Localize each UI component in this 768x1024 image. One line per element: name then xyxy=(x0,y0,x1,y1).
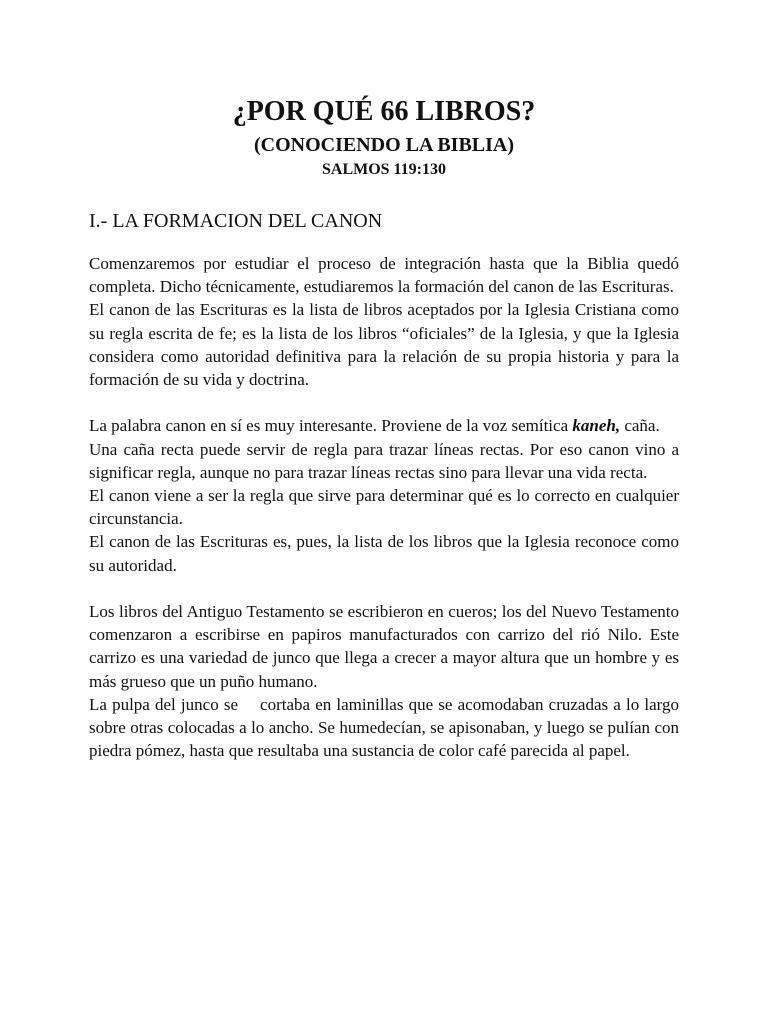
paragraph-3-keyword: kaneh, xyxy=(572,416,621,436)
paragraph-gap xyxy=(89,577,679,600)
paragraph-5: El canon viene a ser la regla que sirve para determinar qué es lo correcto en cualquier circunstancia. xyxy=(89,486,679,529)
document-title: ¿POR QUÉ 66 LIBROS? xyxy=(232,96,536,127)
paragraph-6: El canon de las Escrituras es, pues, la lista de los libros que la Iglesia reconoce como su autoridad. xyxy=(89,532,679,575)
document-body xyxy=(89,252,679,762)
paragraph-8 xyxy=(89,693,679,763)
paragraph-8-text-before: La pulpa del junco se xyxy=(89,694,239,714)
paragraph-3 xyxy=(89,414,679,437)
paragraph-8-text-after: cortaba en laminillas que se acomodaban cruzadas a lo largo sobre otras colocadas a lo ancho. Se humedecían, se apisonaban, y luego se pulían con piedra pómez, hasta que resultaba una sustancia de color café parecida al papel. xyxy=(89,694,679,761)
scripture-reference: SALMOS 119:130 xyxy=(321,161,446,178)
paragraph-3-text-after: caña. xyxy=(620,416,660,436)
paragraph-7: Los libros del Antiguo Testamento se escribieron en cueros; los del Nuevo Testamento comenzaron a escribirse en papiros manufacturados con carrizo del rió Nilo. Este carrizo es una variedad de junco que llega a crecer a mayor altura que un hombre y es más grueso que un puño humano. xyxy=(89,602,679,691)
paragraph-4: Una caña recta puede servir de regla para trazar líneas rectas. Por eso canon vino a significar regla, aunque no para trazar líneas rectas sino para llevar una vida recta. xyxy=(89,439,679,482)
paragraph-3-text-before: La palabra canon en sí es muy interesante. Proviene de la voz semítica xyxy=(89,416,573,436)
document-subtitle: (CONOCIENDO LA BIBLIA) xyxy=(253,134,515,156)
paragraph-gap xyxy=(89,391,679,414)
section-heading: I.- LA FORMACION DEL CANON xyxy=(89,210,383,232)
paragraph-2: El canon de las Escrituras es la lista de libros aceptados por la Iglesia Cristiana como su regla escrita de fe; es la lista de los libros “oficiales” de la Iglesia, y que la Iglesia considera como autoridad definitiva para la relación de su propia historia y para la formación de su vida y doctrina. xyxy=(89,300,679,390)
paragraph-1: Comenzaremos por estudiar el proceso de integración hasta que la Biblia quedó completa. Dicho técnicamente, estudiaremos la formación del canon de las Escrituras. xyxy=(89,254,679,297)
